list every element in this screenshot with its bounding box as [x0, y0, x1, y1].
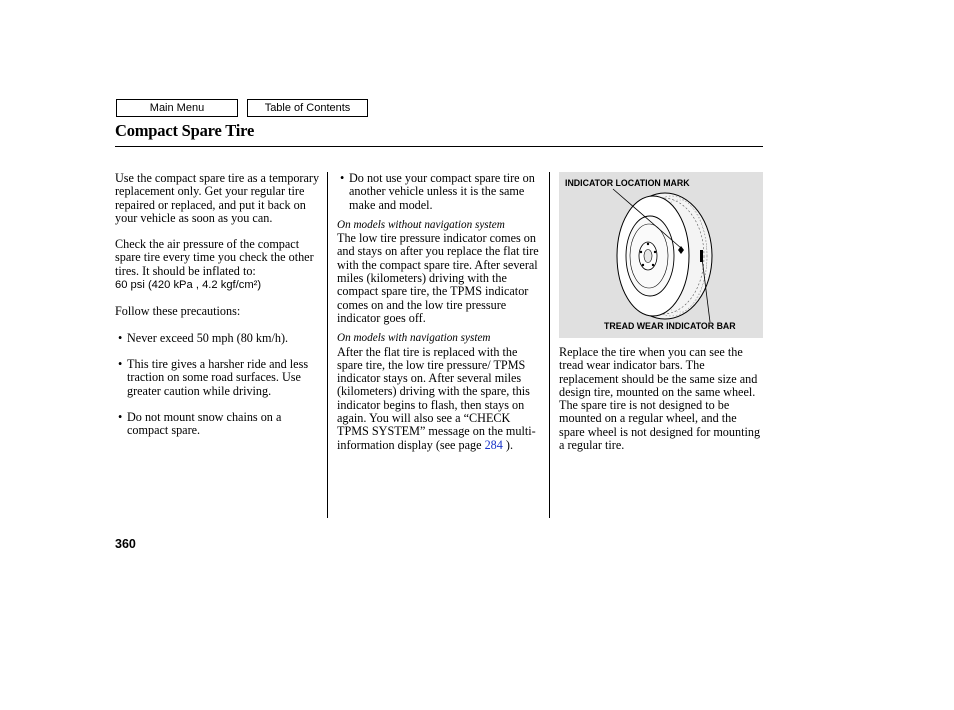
paragraph-closing: ). [502, 437, 513, 452]
column-left [115, 172, 325, 437]
indicator-location-mark-label: INDICATOR LOCATION MARK [565, 178, 690, 188]
subheading-without-navigation: On models without navigation system [337, 218, 505, 231]
list-item [115, 411, 325, 438]
column-divider-2 [549, 172, 550, 518]
page-284-link[interactable]: 284 [484, 437, 503, 452]
bullet-text: This tire gives a harsher ride and less traction on some road surfaces. Use greater caution while driving. [127, 356, 309, 398]
list-item [115, 358, 325, 398]
bullet-icon: • [340, 171, 345, 185]
replacement-paragraph: Replace the tire when you can see the tread wear indicator bars. The replacement should be the same size and design tire, mounted on the same wheel. The spare tire is not designed to be mounted on a regular wheel, and the spare wheel is not designed for mounting a regular tire. [559, 345, 761, 453]
page-number: 360 [115, 537, 136, 551]
subheading-with-navigation: On models with navigation system [337, 332, 491, 345]
list-item [337, 172, 543, 212]
spare-intro-paragraph: Use the compact spare tire as a temporary replacement only. Get your regular tire repaired or replaced, and put it back on your vehicle as soon as you can. [115, 171, 320, 225]
list-item [115, 332, 325, 345]
precautions-paragraph: Follow these precautions: [115, 304, 241, 319]
column-right [559, 346, 763, 452]
page-title: Compact Spare Tire [115, 121, 255, 140]
bullet-text: Never exceed 50 mph (80 km/h). [127, 330, 289, 345]
pressure-spec: 60 psi (420 kPa , 4.2 kgf/cm²) [115, 279, 262, 292]
spare-tire-figure [559, 172, 763, 338]
column-divider-1 [327, 172, 328, 518]
title-divider [115, 146, 763, 147]
spare-tire-illustration [559, 172, 763, 338]
bullet-text: Do not use your compact spare tire on another vehicle unless it is the same make and model. [349, 171, 535, 212]
bullet-icon: • [118, 409, 123, 424]
tpms-without-navigation-paragraph: The low tire pressure indicator comes on and stays on after you replace the flat tire with the compact spare tire. After several miles (kilometers) driving with the compact spare tire, the TPMS indicator comes on and the low tire pressure indicator goes off. [337, 231, 539, 325]
bullet-icon: • [118, 356, 123, 371]
bullet-text: Do not mount snow chains on a compact spare. [127, 409, 282, 438]
tpms-with-navigation-paragraph [337, 346, 543, 452]
tpms-with-navigation-text: After the flat tire is replaced with the spare tire, the low tire pressure/ TPMS indicator stays on. After several miles (kilometers) driving with the spare, this indicator begins to flash, then stays on again. You will also see a “CHECK TPMS SYSTEM” message on the multi-information display (see page [337, 344, 536, 452]
table-of-contents-button[interactable]: Table of Contents [247, 99, 368, 117]
tread-wear-indicator-bar-label: TREAD WEAR INDICATOR BAR [604, 321, 736, 331]
air-pressure-paragraph: Check the air pressure of the compact spare tire every time you check the other tires. It should be inflated to: [115, 237, 314, 278]
bullet-icon: • [118, 330, 123, 345]
main-menu-button[interactable]: Main Menu [116, 99, 238, 117]
column-middle [337, 172, 543, 452]
